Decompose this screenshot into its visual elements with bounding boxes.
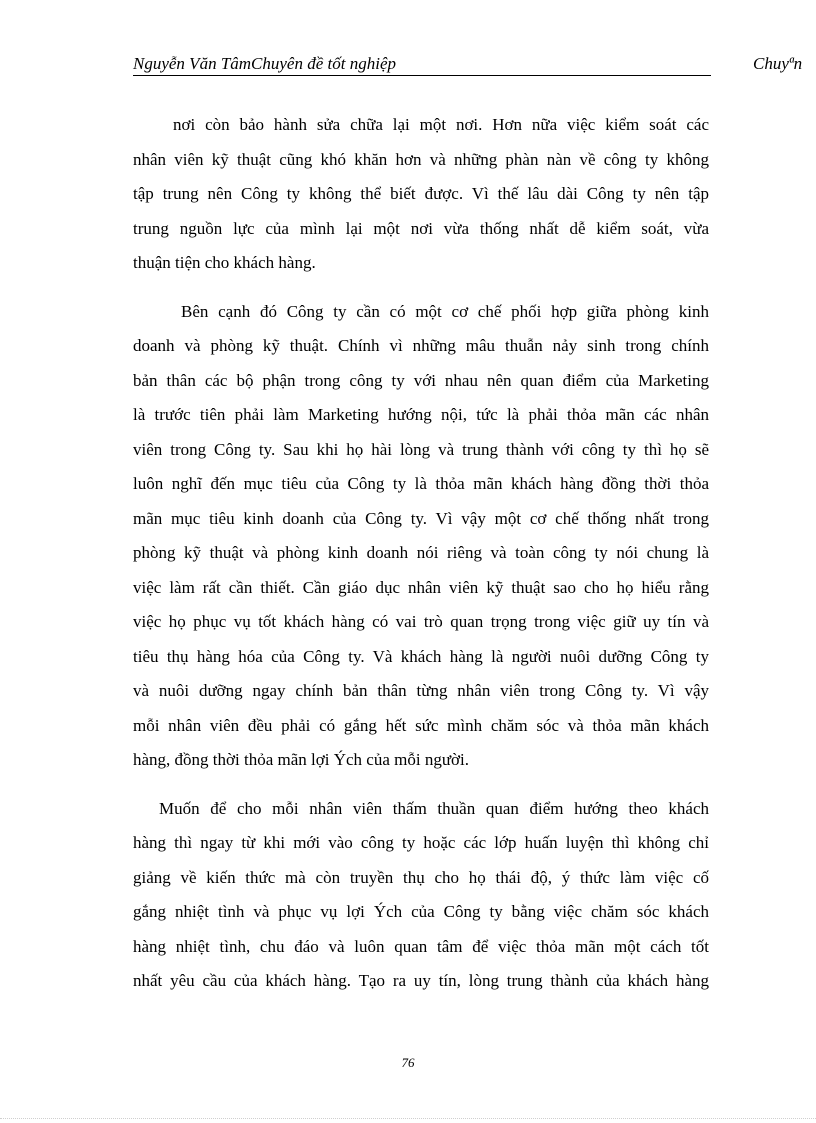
text-line: trung nguồn lực của mình lại một nơi vừa thống nhất dễ kiểm soát, vừa	[133, 218, 709, 238]
text-line: giảng về kiến thức mà còn truyền thụ cho họ thái độ, ý thức làm việc cố	[133, 867, 709, 887]
text-line: nhân viên kỹ thuật cũng khó khăn hơn và những phàn nàn về công ty không	[133, 149, 709, 169]
body-text	[133, 108, 709, 999]
text-line: việc làm rất cần thiết. Cần giáo dục nhân viên kỹ thuật sao cho họ hiểu rằng	[133, 577, 709, 597]
header-right-text: Chuyªn	[753, 54, 803, 73]
page-header	[133, 53, 711, 76]
paragraph-1	[133, 108, 709, 281]
text-line: phòng kỹ thuật và phòng kinh doanh nói riêng và toàn công ty nói chung là	[133, 543, 709, 562]
text-line: mỗi nhân viên đều phải có gắng hết sức mình chăm sóc và thỏa mãn khách	[133, 715, 709, 735]
text-line: tập trung nên Công ty không thể biết được. Vì thế lâu dài Công ty nên tập	[133, 184, 709, 203]
text-line: bản thân các bộ phận trong công ty với nhau nên quan điểm của Marketing	[133, 370, 709, 390]
text-line: luôn nghĩ đến mục tiêu của Công ty là thỏa mãn khách hàng đồng thời thỏa	[133, 474, 709, 493]
text-line: và nuôi dưỡng ngay chính bản thân từng nhân viên trong Công ty. Vì vậy	[133, 681, 709, 700]
paragraph-3	[133, 792, 709, 999]
text-line: nhất yêu cầu của khách hàng. Tạo ra uy tín, lòng trung thành của khách hàng	[133, 971, 709, 990]
text-line: Muốn để cho mỗi nhân viên thấm thuần quan điểm hướng theo khách	[159, 798, 709, 818]
text-line: gắng nhiệt tình và phục vụ lợi Ých của Công ty bằng việc chăm sóc khách	[133, 902, 709, 921]
text-line: là trước tiên phải làm Marketing hướng nội, tức là phải thỏa mãn các nhân	[133, 405, 709, 424]
paragraph-2	[133, 295, 709, 778]
text-line: việc họ phục vụ tốt khách hàng có vai trò quan trọng trong việc giữ uy tín và	[133, 612, 709, 631]
text-line: doanh và phòng kỹ thuật. Chính vì những mâu thuẫn nảy sinh trong chính	[133, 336, 709, 355]
header-author-title: Nguyễn Văn TâmChuyên đề tốt nghiệp	[133, 54, 396, 73]
text-line: hàng thì ngay từ khi mới vào công ty hoặc các lớp huấn luyện thì không chỉ	[133, 833, 709, 852]
text-line: thuận tiện cho khách hàng.	[133, 253, 316, 272]
text-line: hàng nhiệt tình, chu đáo và luôn quan tâm để việc thỏa mãn một cách tốt	[133, 936, 709, 956]
text-line: Bên cạnh đó Công ty cần có một cơ chế phối hợp giữa phòng kinh	[181, 301, 709, 321]
text-line: hàng, đồng thời thỏa mãn lợi Ých của mỗi người.	[133, 750, 469, 769]
footer-divider	[0, 1118, 816, 1119]
text-line: mãn mục tiêu kinh doanh của Công ty. Vì vậy một cơ chế thống nhất trong	[133, 508, 709, 528]
text-line: nơi còn bảo hành sửa chữa lại một nơi. Hơn nữa việc kiểm soát các	[173, 115, 709, 134]
text-line: viên trong Công ty. Sau khi họ hài lòng và trung thành với công ty thì họ sẽ	[133, 439, 709, 459]
page-number: 76	[401, 1055, 415, 1070]
text-line: tiêu thụ hàng hóa của Công ty. Và khách hàng là người nuôi dưỡng Công ty	[133, 646, 709, 666]
